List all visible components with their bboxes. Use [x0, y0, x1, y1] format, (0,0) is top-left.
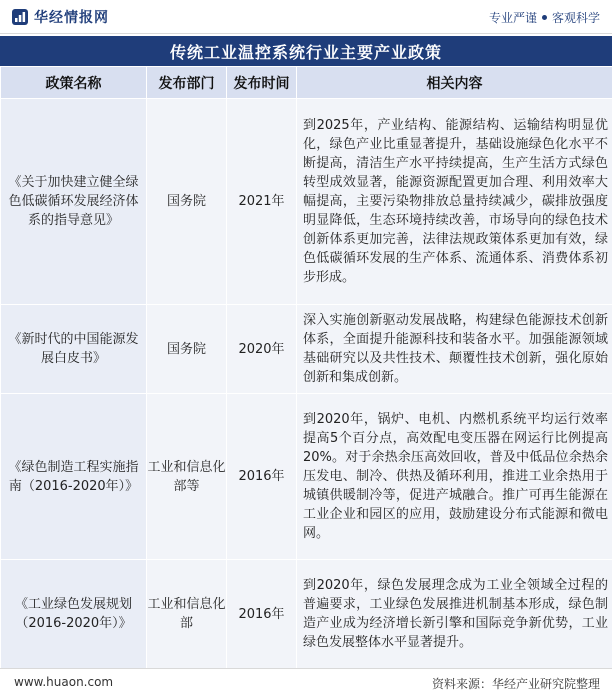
- policy-dept-cell: 国务院: [147, 99, 227, 305]
- policy-year-cell: 2021年: [227, 99, 297, 305]
- policy-table: [0, 66, 612, 669]
- policy-content-cell: 到2020年，锅炉、电机、内燃机系统平均运行效率提高5个百分点，高效配电变压器在网运行比例提高20%。对于余热余压高效回收，普及中低品位余热余压发电、制冷、供热及循环利用，推进工业余热用于城镇供暖制冷等，促进产城融合。推广可再生能源在工业企业和园区的应用，鼓励建设分布式能源和微电网。: [297, 394, 612, 560]
- slogan-left: 专业严谨: [488, 11, 537, 25]
- column-header-name: 政策名称: [1, 67, 147, 99]
- policy-content-cell: 深入实施创新驱动发展战略，构建绿色能源技术创新体系，全面提升能源科技和装备水平。加强能源领域基础研究以及共性技术、颠覆性技术创新，强化原始创新和集成创新。: [297, 305, 612, 394]
- policy-year-cell: 2016年: [227, 560, 297, 669]
- table-row: [1, 305, 612, 394]
- table-row: [1, 560, 612, 669]
- table-header-row: [1, 67, 612, 99]
- slogan: [489, 9, 600, 26]
- column-header-year: 发布时间: [227, 67, 297, 99]
- footer: [0, 668, 612, 696]
- top-bar: [0, 0, 612, 34]
- slogan-right: 客观科学: [551, 11, 600, 25]
- footer-url-link[interactable]: www.huaon.com: [14, 675, 114, 689]
- policy-dept-cell: 工业和信息化部: [147, 560, 227, 669]
- policy-content-cell: 到2020年，绿色发展理念成为工业全领域全过程的普遍要求，工业绿色发展推进机制基本形成，绿色制造产业成为经济增长新引擎和国际竞争新优势，工业绿色发展整体水平显著提升。: [297, 560, 612, 669]
- column-header-dept: 发布部门: [147, 67, 227, 99]
- column-header-content: 相关内容: [297, 67, 612, 99]
- policy-name-cell: 《新时代的中国能源发展白皮书》: [1, 305, 147, 394]
- table-row: [1, 99, 612, 305]
- bullet-icon: [542, 15, 547, 20]
- policy-name-cell: 《绿色制造工程实施指南（2016-2020年）》: [1, 394, 147, 560]
- logo-text: 华经情报网: [34, 10, 109, 26]
- page-title: 传统工业温控系统行业主要产业政策: [0, 36, 612, 66]
- footer-source: 资料来源：华经产业研究院整理: [431, 677, 600, 691]
- policy-dept-cell: 国务院: [147, 305, 227, 394]
- policy-dept-cell: 工业和信息化部等: [147, 394, 227, 560]
- logo-icon: [12, 9, 28, 25]
- policy-year-cell: 2020年: [227, 305, 297, 394]
- logo[interactable]: [12, 8, 109, 26]
- table-row: [1, 394, 612, 560]
- policy-name-cell: 《关于加快建立健全绿色低碳循环发展经济体系的指导意见》: [1, 99, 147, 305]
- policy-content-cell: 到2025年，产业结构、能源结构、运输结构明显优化，绿色产业比重显著提升，基础设施绿色化水平不断提高，清洁生产水平持续提高，生产生活方式绿色转型成效显著，能源资源配置更加合理、利用效率大幅提高，主要污染物排放总量持续减少，碳排放强度明显降低，生态环境持续改善，市场导向的绿色技术创新体系更加完善，法律法规政策体系更加有效，绿色低碳循环发展的生产体系、流通体系、消费体系初步形成。: [297, 99, 612, 305]
- policy-year-cell: 2016年: [227, 394, 297, 560]
- policy-name-cell: 《工业绿色发展规划（2016-2020年）》: [1, 560, 147, 669]
